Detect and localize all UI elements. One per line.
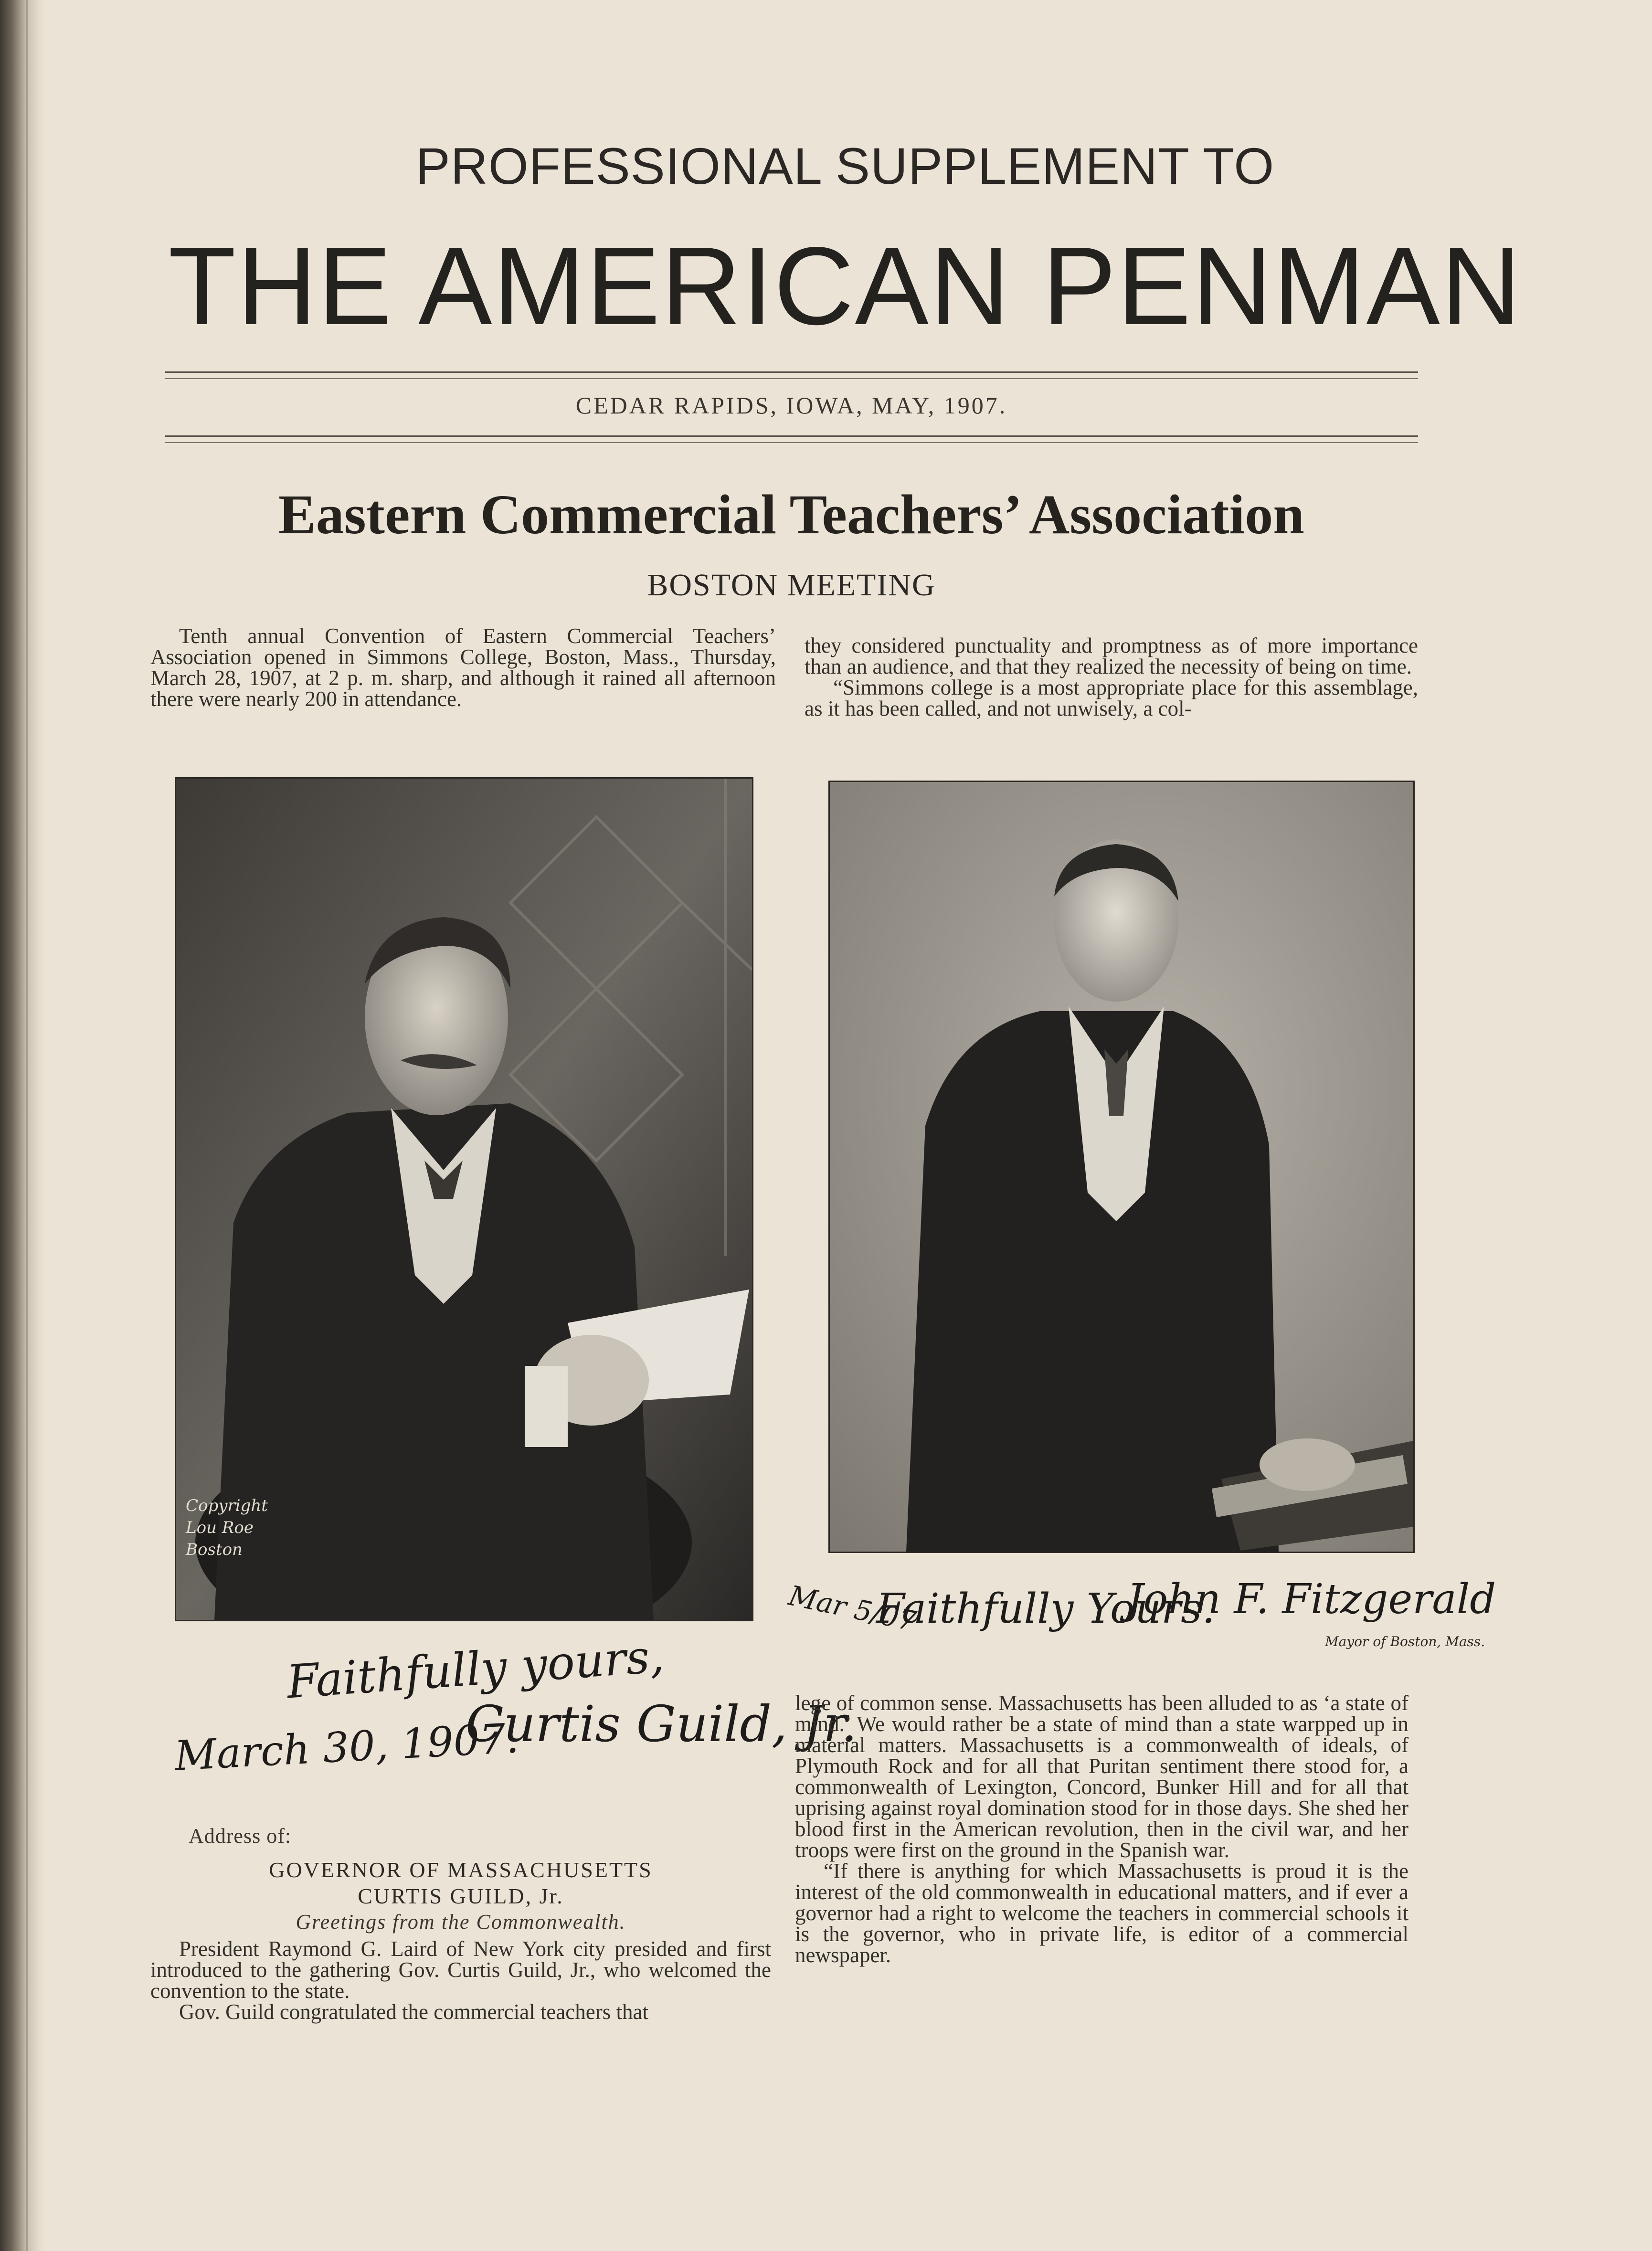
right-column-bottom <box>795 1692 1408 1966</box>
masthead-title: THE AMERICAN PENMAN <box>168 224 1522 348</box>
masthead-rule-top-2 <box>165 378 1418 379</box>
article-subhead: BOSTON MEETING <box>647 568 936 602</box>
intro-paragraph: Tenth annual Convention of Eastern Commercial Teachers’ Association opened in Simmons College, Boston, Mass., Thursday, March 28, 1907, at 2 p. m. sharp, and although it rained all afternoon there were nearly 200 in attendance. <box>150 624 776 711</box>
mayor-signature-name: John F. Fitzgerald <box>1127 1575 1496 1623</box>
address-subtitle: Greetings from the Commonwealth. <box>296 1910 626 1934</box>
right-top-paragraph-1: they considered punctuality and promptness as of more importance than an audience, and that they realized the necessity of being on time. <box>805 634 1418 678</box>
left-column-top <box>150 625 776 709</box>
left-column-bottom <box>150 1938 771 2022</box>
right-bottom-paragraph-1: lege of common sense. Massachusetts has been alluded to as ‘a state of mind.’ We would rather be a state of mind than a state warpped up in material matters. Massachusetts is a commonwealth of ideals, of Plymouth Rock and for all that Puritan sentiment there stood for, a commonwealth of Lexington, Concord, Bunker Hill and for all that uprising against royal domination stood for in those days. She shed her blood first in the American revolution, then in the civil war, and her troops were first on the ground in the Spanish war. <box>795 1691 1408 1862</box>
dateline: CEDAR RAPIDS, IOWA, MAY, 1907. <box>575 392 1007 419</box>
page-gutter-line <box>26 0 28 2251</box>
portrait-mayor-fitzgerald <box>828 781 1415 1553</box>
address-label: Address of: <box>189 1824 292 1848</box>
right-top-paragraph-2: “Simmons college is a most appropriate place for this assemblage, as it has been called, and not unwisely, a col- <box>805 676 1418 720</box>
portrait-mayor-fitzgerald-image <box>830 782 1413 1552</box>
address-title: GOVERNOR OF MASSACHUSETTS <box>269 1858 653 1882</box>
mayor-caption: Mayor of Boston, Mass. <box>1325 1634 1485 1649</box>
mayor-signature-date: Mar 5/07 <box>785 1579 919 1638</box>
mayor-signature-closing: Faithfully Yours. <box>876 1585 1215 1633</box>
masthead-rule-top <box>165 371 1418 373</box>
article-headline: Eastern Commercial Teachers’ Association <box>278 483 1304 546</box>
supplement-heading: PROFESSIONAL SUPPLEMENT TO <box>415 137 1275 195</box>
portrait-governor-guild-image <box>176 779 752 1620</box>
governor-signature-date: March 30, 1907. <box>173 1714 520 1780</box>
book-spine-shadow <box>0 0 46 2251</box>
copyright-stamp: Copyright Lou Roe Boston <box>186 1496 268 1559</box>
left-bottom-paragraph-1: President Raymond G. Laird of New York city presided and first introduced to the gathering Gov. Curtis Guild, Jr., who welcomed the convention to the state. <box>150 1937 771 2003</box>
masthead-rule-bottom <box>165 435 1418 437</box>
governor-signature-closing: Faithfully yours, <box>285 1629 666 1709</box>
portrait-governor-guild <box>175 777 753 1621</box>
address-name: CURTIS GUILD, Jr. <box>358 1884 564 1908</box>
governor-signature-name: Curtis Guild, Jr. <box>466 1695 858 1753</box>
left-bottom-paragraph-2: Gov. Guild congratulated the commercial teachers that <box>179 2000 648 2024</box>
right-bottom-paragraph-2: “If there is anything for which Massachusetts is proud it is the interest of the old commonwealth in educational matters, and if ever a governor had a right to welcome the teachers in commercial schools it is the governor, who in private life, is editor of a commercial newspaper. <box>795 1859 1408 1967</box>
right-column-top <box>805 635 1418 719</box>
masthead-rule-bottom-2 <box>165 442 1418 443</box>
